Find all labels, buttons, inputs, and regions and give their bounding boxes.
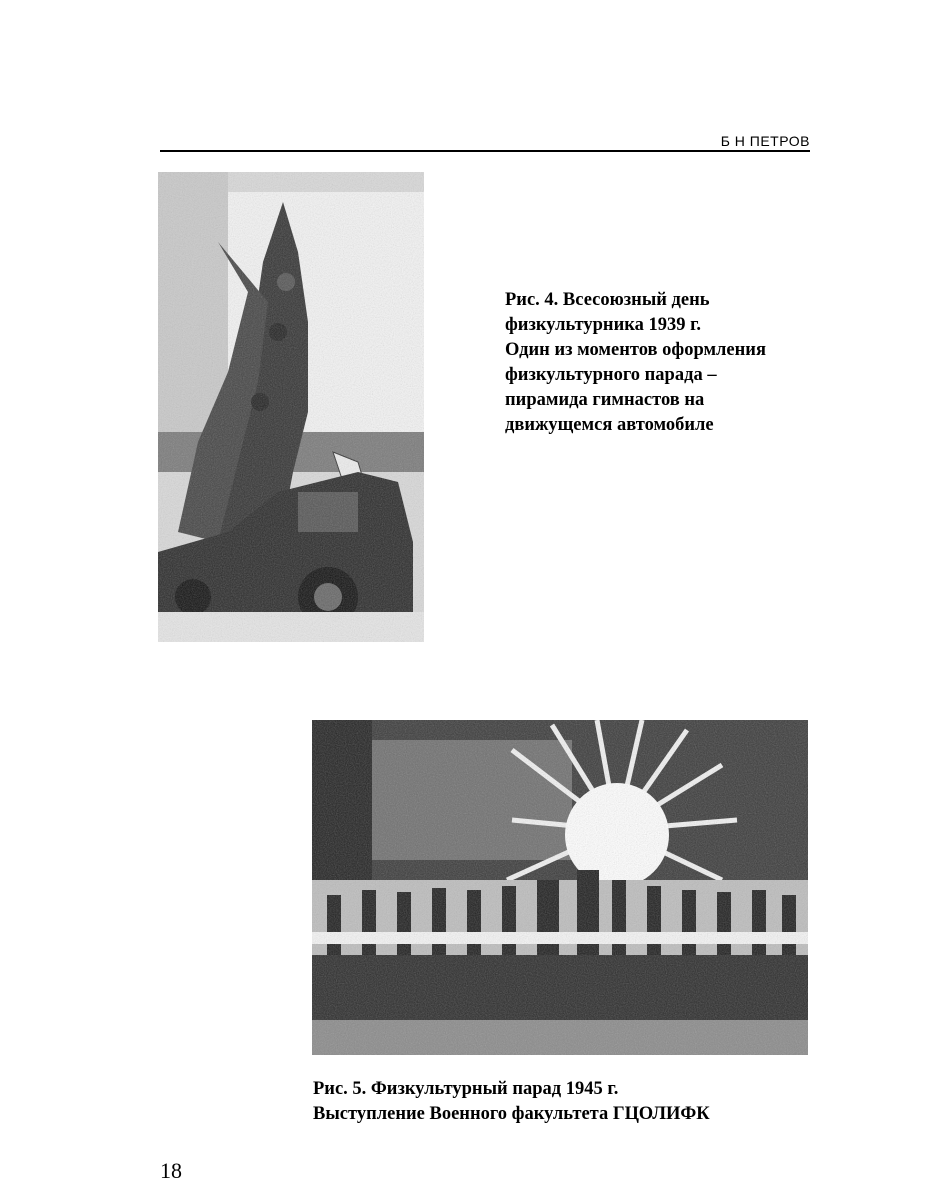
caption-line: Выступление Военного факультета ГЦОЛИФК (313, 1104, 710, 1124)
page-number: 18 (160, 1158, 182, 1183)
figure-5-photo (312, 720, 808, 1055)
figure-5-caption (313, 1077, 813, 1127)
figure-4-caption (505, 288, 805, 438)
running-header-author: Б Н ПЕТРОВ (720, 133, 810, 149)
figure-4-photo (158, 172, 424, 642)
caption-line: движущемся автомобиле (505, 415, 714, 435)
caption-line: Рис. 4. Всесоюзный день (505, 290, 710, 310)
caption-line: Рис. 5. Физкультурный парад 1945 г. (313, 1079, 619, 1099)
caption-line: физкультурного парада – (505, 365, 717, 385)
caption-line: физкультурника 1939 г. (505, 315, 702, 335)
header-rule (160, 150, 810, 152)
caption-line: пирамида гимнастов на (505, 390, 705, 410)
caption-line: Один из моментов оформления (505, 340, 766, 360)
